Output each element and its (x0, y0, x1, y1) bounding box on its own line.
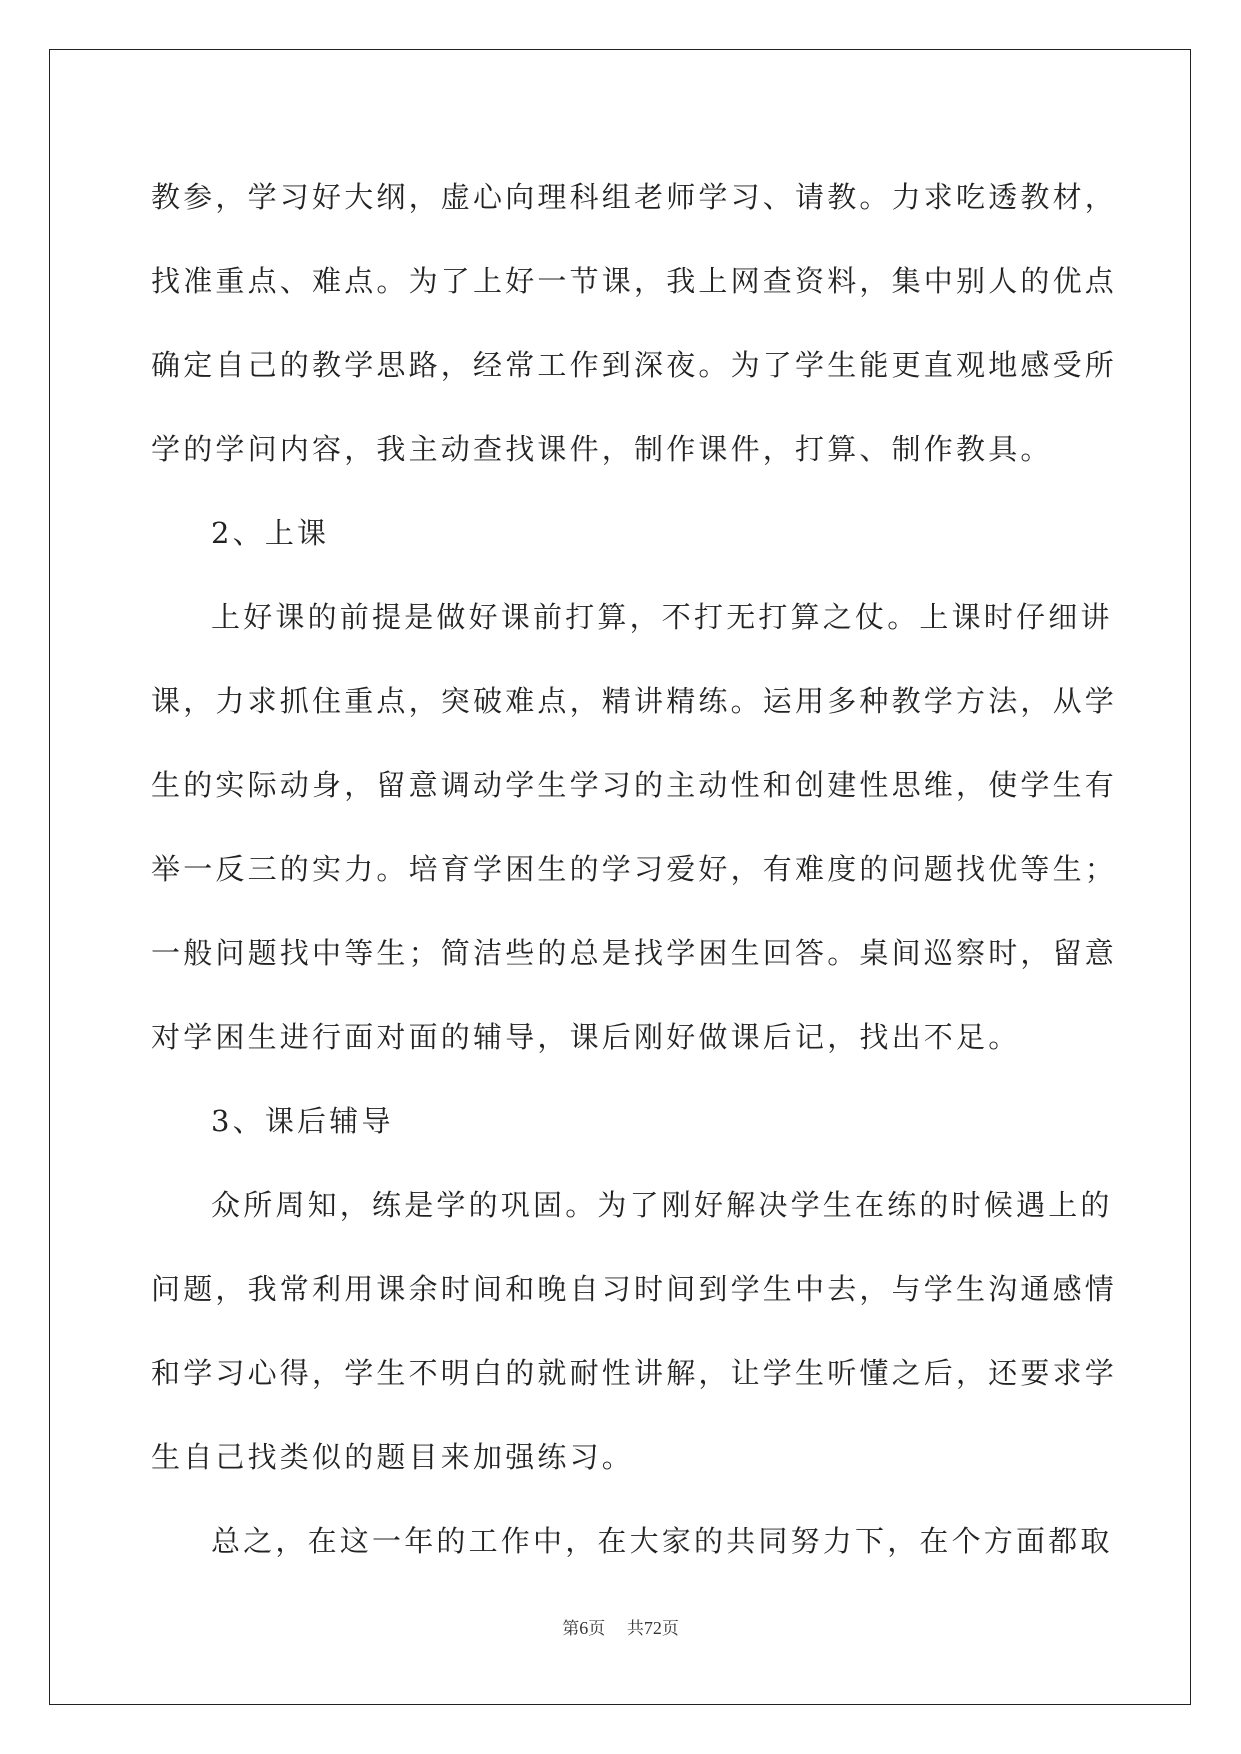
total-pages: 72 (643, 1618, 662, 1638)
text-line: 对学困生进行面对面的辅导，课后刚好做课后记，找出不足。 (151, 1020, 1021, 1054)
document-body (151, 155, 1118, 1583)
text-line: 生自己找类似的题目来加强练习。 (151, 1440, 635, 1474)
page-prefix: 第 (562, 1619, 580, 1639)
text-line: 举一反三的实力。培育学困生的学习爱好，有难度的问题找优等生； (151, 852, 1118, 886)
page-number: 6 (579, 1618, 589, 1638)
section-heading-2: 2、上课 (211, 516, 330, 550)
text-line: 生的实际动身，留意调动学生学习的主动性和创建性思维，使学生有 (151, 768, 1118, 802)
page-suffix: 页 (588, 1619, 606, 1639)
text-line: 学的学问内容，我主动查找课件，制作课件，打算、制作教具。 (151, 432, 1053, 466)
text-line: 和学习心得，学生不明白的就耐性讲解，让学生听懂之后，还要求学 (151, 1356, 1118, 1390)
text-line: 总之，在这一年的工作中，在大家的共同努力下，在个方面都取 (211, 1524, 1113, 1558)
text-line: 课，力求抓住重点，突破难点，精讲精练。运用多种教学方法，从学 (151, 684, 1118, 718)
text-line: 找准重点、难点。为了上好一节课，我上网查资料，集中别人的优点 (151, 264, 1118, 298)
page-footer (0, 1614, 1241, 1639)
text-line: 确定自己的教学思路，经常工作到深夜。为了学生能更直观地感受所 (151, 348, 1118, 382)
text-line: 问题，我常利用课余时间和晚自习时间到学生中去，与学生沟通感情 (151, 1272, 1118, 1306)
section-heading-3: 3、课后辅导 (211, 1104, 394, 1138)
text-line: 教参，学习好大纲，虚心向理科组老师学习、请教。力求吃透教材， (151, 180, 1118, 214)
text-line: 众所周知，练是学的巩固。为了刚好解决学生在练的时候遇上的 (211, 1188, 1113, 1222)
total-prefix: 共 (626, 1619, 644, 1639)
text-line: 一般问题找中等生；简洁些的总是找学困生回答。桌间巡察时，留意 (151, 936, 1118, 970)
text-line: 上好课的前提是做好课前打算，不打无打算之仗。上课时仔细讲 (211, 600, 1113, 634)
total-suffix: 页 (661, 1619, 679, 1639)
